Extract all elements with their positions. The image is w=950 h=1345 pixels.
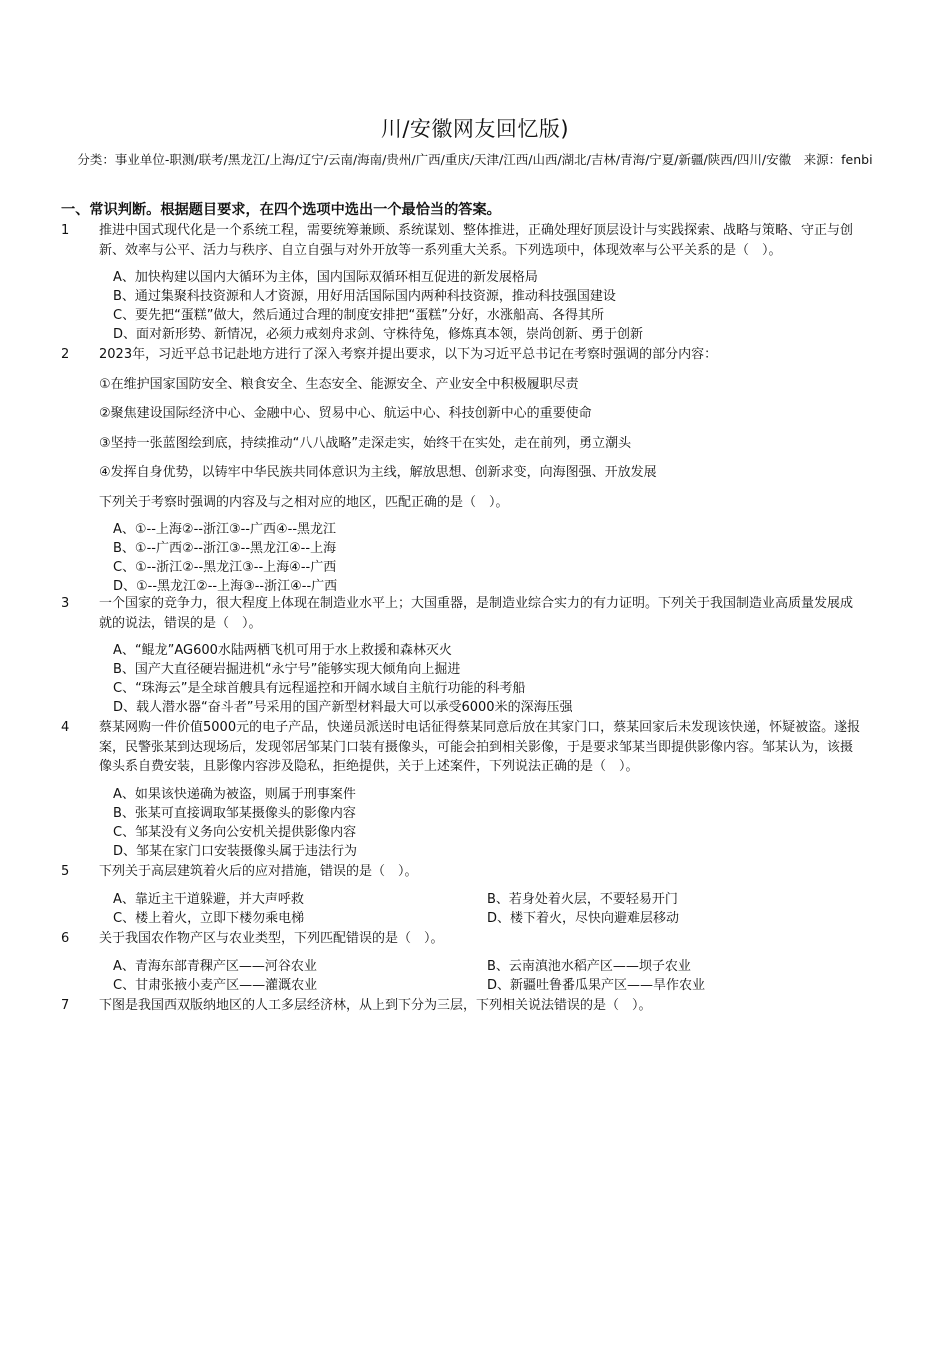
question-text: 下列关于高层建筑着火后的应对措施，错误的是（ ）。	[99, 864, 418, 879]
question-6	[61, 929, 861, 995]
question-5	[61, 862, 861, 928]
question-text: 2023年，习近平总书记赴地方进行了深入考察并提出要求，以下为习近平总书记在考察时强调的部分内容：	[99, 347, 718, 362]
question-number: 6	[61, 931, 70, 946]
option-d: D、①--黑龙江②--上海③--浙江④--广西	[113, 579, 338, 594]
option-d: D、面对新形势、新情况，必须力戒刻舟求剑、守株待兔，修炼真本领，崇尚创新、勇于创新	[113, 327, 644, 342]
options-list	[113, 520, 861, 596]
option-a: A、如果该快递确为被盗，则属于刑事案件	[113, 786, 356, 802]
page-title: 川/安徽网友回忆版)	[380, 117, 570, 141]
option-b: B、张某可直接调取邹某摄像头的影像内容	[113, 805, 356, 821]
option-c: C、甘肃张掖小麦产区——灌溉农业	[113, 977, 318, 993]
options-list	[113, 785, 861, 861]
question-number: 2	[61, 347, 70, 362]
options-list	[113, 268, 861, 344]
question-text: 下图是我国西双版纳地区的人工多层经济林，从上到下分为三层，下列相关说法错误的是（ ）。	[99, 998, 652, 1013]
question-number: 3	[61, 596, 70, 611]
option-d: D、楼下着火，尽快向避难层移动	[487, 910, 680, 926]
statement-3: ③坚持一张蓝图绘到底，持续推动“八八战略”走深走实，始终干在实处，走在前列，勇立潮头	[99, 435, 632, 451]
option-d: D、新疆吐鲁番瓜果产区——旱作农业	[487, 977, 706, 993]
question-prompt: 下列关于考察时强调的内容及与之相对应的地区，匹配正确的是（ ）。	[99, 494, 509, 510]
option-b: B、通过集聚科技资源和人才资源，用好用活国际国内两种科技资源，推动科技强国建设	[113, 289, 616, 304]
option-a: A、青海东部青稞产区——河谷农业	[113, 958, 317, 974]
question-2	[61, 345, 861, 596]
options-list	[113, 957, 861, 995]
option-b: B、云南滇池水稻产区——坝子农业	[487, 958, 691, 974]
section-heading: 一、常识判断。根据题目要求，在四个选项中选出一个最恰当的答案。	[61, 202, 501, 218]
option-c: C、邹某没有义务向公安机关提供影像内容	[113, 824, 357, 840]
option-c: C、要先把“蛋糕”做大，然后通过合理的制度安排把“蛋糕”分好，水涨船高、各得其所	[113, 308, 605, 323]
question-text: 蔡某网购一件价值5000元的电子产品，快递员派送时电话征得蔡某同意后放在其家门口，蔡某回家后未发现该快递，怀疑被盗。遂报案，民警张某到达现场后，发现邻居邹某门口装有摄像头，可能会拍到相关影像，于是要求邹某当即提供影像内容。邹某认为，该摄像头系自费安装，且影像内容涉及隐私，拒绝提供，关于上述案件，下列说法正确的是（ ）。	[99, 720, 861, 774]
question-7	[61, 996, 861, 1016]
category-meta: 分类：事业单位-职测/联考/黑龙江/上海/辽宁/云南/海南/贵州/广西/重庆/天津/江西/山西/湖北/吉林/青海/宁夏/新疆/陕西/四川/安徽 来源：fenbi	[77, 152, 873, 167]
question-text: 推进中国式现代化是一个系统工程，需要统筹兼顾、系统谋划、整体推进，正确处理好顶层设计与实践探索、战略与策略、守正与创新、效率与公平、活力与秩序、自立自强与对外开放等一系列重大关系。下列选项中，体现效率与公平关系的是（ ）。	[99, 223, 854, 258]
option-d: D、载人潜水器“奋斗者”号采用的国产新型材料最大可以承受6000米的深海压强	[113, 700, 573, 715]
question-number: 5	[61, 864, 70, 879]
question-text: 一个国家的竞争力，很大程度上体现在制造业水平上；大国重器，是制造业综合实力的有力证明。下列关于我国制造业高质量发展成就的说法，错误的是（ ）。	[99, 596, 854, 631]
statement-1: ①在维护国家国防安全、粮食安全、生态安全、能源安全、产业安全中积极履职尽责	[99, 376, 579, 392]
option-a: A、靠近主干道躲避，并大声呼救	[113, 891, 304, 907]
question-4	[61, 718, 861, 861]
options-list	[113, 890, 861, 928]
option-a: A、①--上海②--浙江③--广西④--黑龙江	[113, 522, 337, 537]
question-number: 1	[61, 223, 70, 238]
option-d: D、邹某在家门口安装摄像头属于违法行为	[113, 843, 358, 859]
option-b: B、若身处着火层，不要轻易开门	[487, 891, 678, 907]
option-a: A、“鲲龙”AG600水陆两栖飞机可用于水上救援和森林灭火	[113, 643, 452, 658]
question-1	[61, 221, 861, 344]
statement-4: ④发挥自身优势，以铸牢中华民族共同体意识为主线，解放思想、创新求变，向海图强、开放发展	[99, 465, 657, 480]
option-c: C、“珠海云”是全球首艘具有远程遥控和开阔水域自主航行功能的科考船	[113, 681, 526, 696]
option-c: C、①--浙江②--黑龙江③--上海④--广西	[113, 560, 337, 575]
statement-2: ②聚焦建设国际经济中心、金融中心、贸易中心、航运中心、科技创新中心的重要使命	[99, 406, 592, 421]
option-b: B、①--广西②--浙江③--黑龙江④--上海	[113, 541, 337, 556]
options-list	[113, 641, 861, 717]
option-a: A、加快构建以国内大循环为主体，国内国际双循环相互促进的新发展格局	[113, 270, 538, 285]
question-text: 关于我国农作物产区与农业类型，下列匹配错误的是（ ）。	[99, 931, 444, 946]
option-c: C、楼上着火，立即下楼勿乘电梯	[113, 910, 305, 926]
question-number: 4	[61, 720, 70, 735]
question-3	[61, 594, 861, 717]
question-number: 7	[61, 998, 70, 1013]
option-b: B、国产大直径硬岩掘进机“永宁号”能够实现大倾角向上掘进	[113, 662, 461, 677]
